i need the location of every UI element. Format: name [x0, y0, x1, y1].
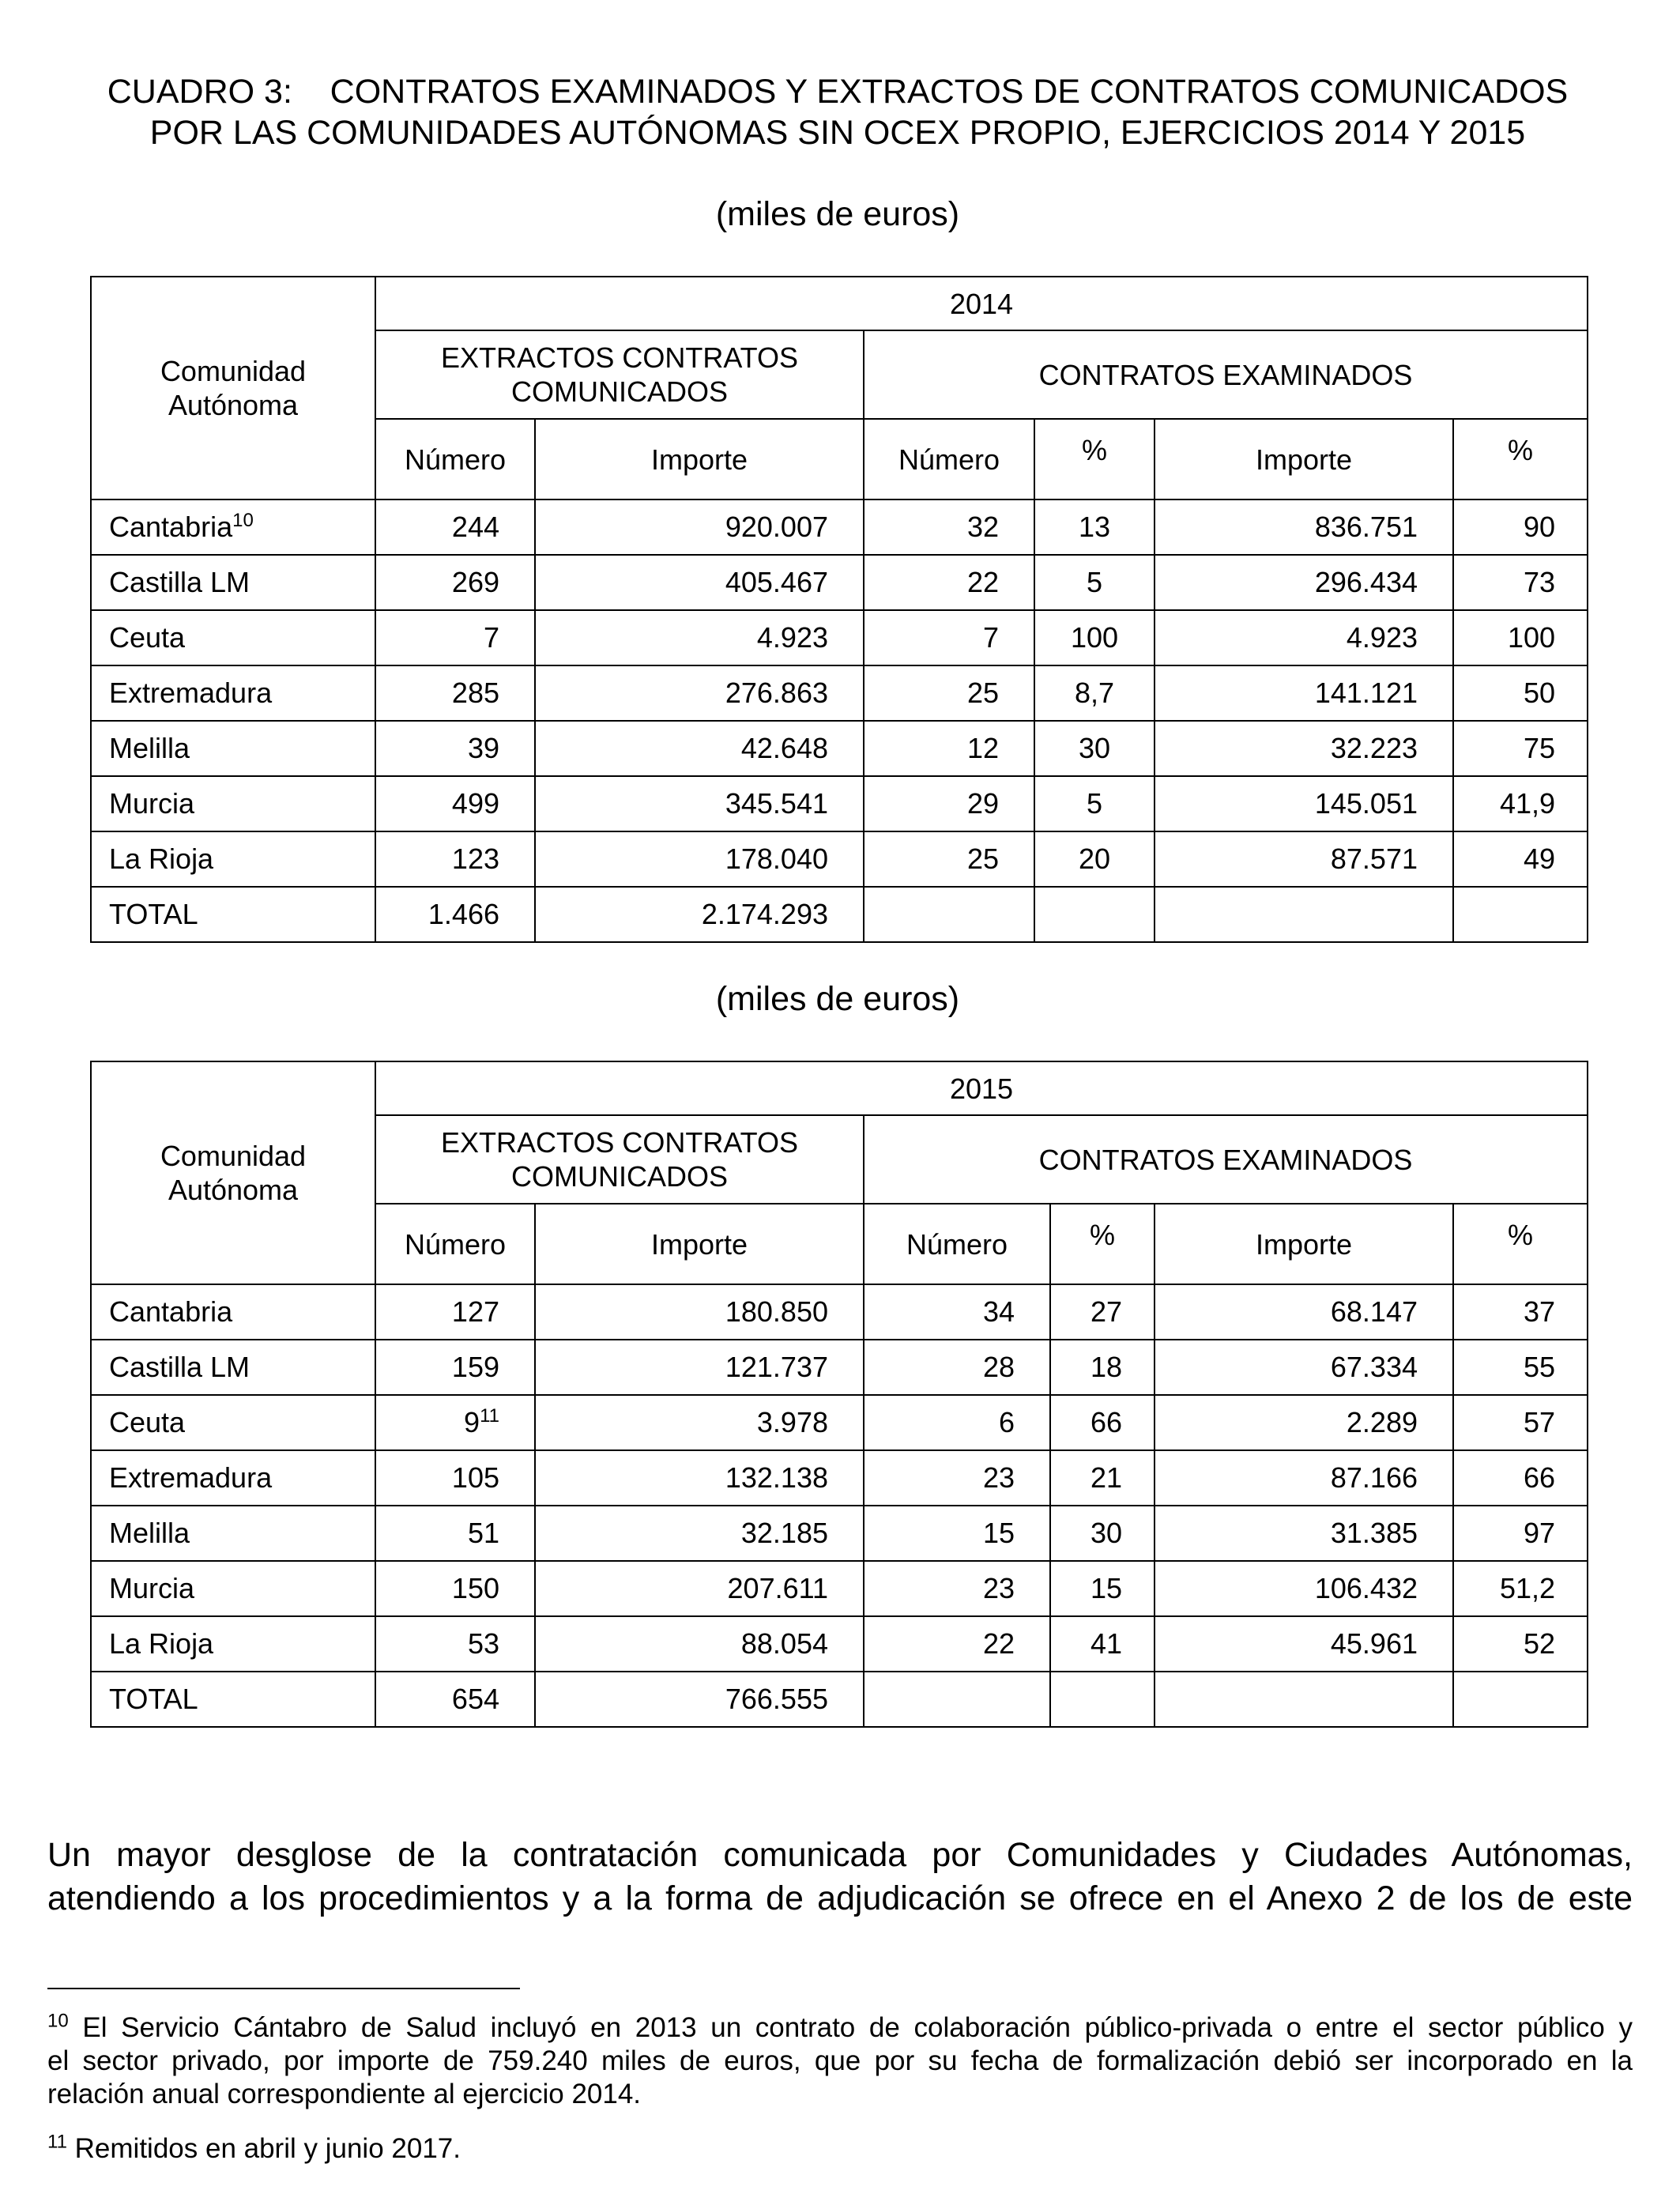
cell-numero-text: 150 — [451, 1572, 499, 1604]
paragraph-line-1: Un mayor desglose de la contratación comunicada por Comunidades y Ciudades Autónomas, — [47, 1836, 1633, 1874]
cell-numero — [375, 1395, 535, 1450]
cell-examinados-numero: 32 — [864, 499, 1034, 555]
cell-importe: 32.185 — [535, 1506, 864, 1561]
empty-cell — [1034, 887, 1155, 942]
header-examinados-numero: Número — [864, 1204, 1050, 1284]
cell-examinados-numero: 22 — [864, 555, 1034, 610]
empty-cell — [1453, 1672, 1588, 1727]
cell-examinados-importe: 2.289 — [1155, 1395, 1453, 1450]
footnote-11 — [47, 2132, 1633, 2166]
cell-numero-text: 105 — [451, 1461, 499, 1494]
paragraph-line-2: atendiendo a los procedimientos y a la forma de adjudicación se ofrece en el Anexo 2 de los de este — [47, 1879, 1633, 1917]
cell-examinados-numero: 22 — [864, 1616, 1050, 1672]
total-importe: 766.555 — [535, 1672, 864, 1727]
header-examinados: CONTRATOS EXAMINADOS — [864, 330, 1588, 419]
cell-importe: 345.541 — [535, 776, 864, 831]
cell-numero-text: 53 — [467, 1627, 499, 1660]
cell-numero — [375, 721, 535, 776]
row-name-text: Ceuta — [109, 1406, 186, 1438]
row-name-text: Murcia — [109, 1572, 195, 1604]
table-2015 — [90, 1061, 1588, 1728]
cell-numero — [375, 1450, 535, 1506]
cell-importe-pct: 90 — [1453, 499, 1588, 555]
table-2014 — [90, 276, 1588, 943]
cell-numero-pct: 15 — [1050, 1561, 1155, 1616]
cell-importe: 121.737 — [535, 1340, 864, 1395]
unit-label-2015: (miles de euros) — [715, 980, 960, 1018]
cell-numero-pct: 30 — [1034, 721, 1155, 776]
cell-numero-pct: 8,7 — [1034, 665, 1155, 721]
header-importe: Importe — [535, 419, 864, 499]
cell-numero — [375, 831, 535, 887]
cell-numero-pct: 30 — [1050, 1506, 1155, 1561]
header-importe-pct: % — [1453, 419, 1588, 499]
table-row — [91, 1450, 1588, 1506]
header-numero-pct: % — [1050, 1204, 1155, 1284]
header-importe-pct: % — [1453, 1204, 1588, 1284]
footnote-text-line-3: relación anual correspondiente al ejercicio 2014. — [47, 2079, 642, 2109]
cell-examinados-importe: 836.751 — [1155, 499, 1453, 555]
table-row — [91, 1506, 1588, 1561]
cell-numero — [375, 665, 535, 721]
cell-importe: 405.467 — [535, 555, 864, 610]
total-row — [91, 1672, 1588, 1727]
row-name — [91, 1284, 375, 1340]
footnote-text-line-2: el sector privado, por importe de 759.240 miles de euros, que por su fecha de formalización debió ser incorporado en la — [47, 2045, 1633, 2076]
footnote-text: Remitidos en abril y junio 2017. — [66, 2133, 461, 2164]
empty-cell — [864, 887, 1034, 942]
row-name-text: Melilla — [109, 1517, 190, 1549]
cell-examinados-numero: 12 — [864, 721, 1034, 776]
cell-numero — [375, 610, 535, 665]
cell-numero-text: 7 — [483, 621, 499, 654]
row-name — [91, 1450, 375, 1506]
cell-examinados-importe: 4.923 — [1155, 610, 1453, 665]
cell-examinados-importe: 45.961 — [1155, 1616, 1453, 1672]
header-examinados-importe: Importe — [1155, 1204, 1453, 1284]
table-row — [91, 610, 1588, 665]
header-extractos: EXTRACTOS CONTRATOS COMUNICADOS — [375, 330, 864, 419]
table-row — [91, 555, 1588, 610]
header-examinados-numero: Número — [864, 419, 1034, 499]
header-year: 2014 — [375, 277, 1588, 330]
table-row — [91, 831, 1588, 887]
cell-numero-text: 51 — [467, 1517, 499, 1549]
cell-importe: 3.978 — [535, 1395, 864, 1450]
row-name — [91, 499, 375, 555]
cell-numero — [375, 776, 535, 831]
header-examinados-importe: Importe — [1155, 419, 1453, 499]
title-line-1: CUADRO 3: CONTRATOS EXAMINADOS Y EXTRACTOS DE CONTRATOS COMUNICADOS — [107, 73, 1569, 111]
cell-numero-pct: 18 — [1050, 1340, 1155, 1395]
row-name-text: Melilla — [109, 732, 190, 764]
cell-examinados-importe: 67.334 — [1155, 1340, 1453, 1395]
cell-numero — [375, 1506, 535, 1561]
total-numero: 1.466 — [375, 887, 535, 942]
row-name-text: Castilla LM — [109, 1351, 250, 1383]
cell-importe-pct: 57 — [1453, 1395, 1588, 1450]
header-importe: Importe — [535, 1204, 864, 1284]
header-numero-pct: % — [1034, 419, 1155, 499]
footnote-text-line-1: El Servicio Cántabro de Salud incluyó en 2013 un contrato de colaboración público-privada o entre el sector público y — [68, 2012, 1633, 2043]
cell-importe-pct: 51,2 — [1453, 1561, 1588, 1616]
footnote-mark: 11 — [47, 2131, 67, 2153]
cell-numero-text: 39 — [467, 732, 499, 764]
row-name — [91, 831, 375, 887]
header-numero: Número — [375, 419, 535, 499]
cell-numero-text: 127 — [451, 1295, 499, 1328]
header-numero: Número — [375, 1204, 535, 1284]
table-row — [91, 1284, 1588, 1340]
header-extractos: EXTRACTOS CONTRATOS COMUNICADOS — [375, 1115, 864, 1204]
row-name — [91, 1395, 375, 1450]
cell-importe: 276.863 — [535, 665, 864, 721]
footnote-10 — [47, 2011, 1633, 2111]
cell-importe-pct: 97 — [1453, 1506, 1588, 1561]
row-name-text: Castilla LM — [109, 566, 250, 598]
cell-numero-text: 269 — [451, 566, 499, 598]
header-comunidad: Comunidad Autónoma — [91, 277, 375, 499]
cell-numero-pct: 100 — [1034, 610, 1155, 665]
cell-numero — [375, 1561, 535, 1616]
table-row — [91, 1616, 1588, 1672]
table-row — [91, 665, 1588, 721]
cell-importe-pct: 55 — [1453, 1340, 1588, 1395]
cell-examinados-numero: 25 — [864, 665, 1034, 721]
header-year: 2015 — [375, 1061, 1588, 1115]
cell-examinados-importe: 68.147 — [1155, 1284, 1453, 1340]
total-row — [91, 887, 1588, 942]
cell-numero — [375, 499, 535, 555]
cell-importe-pct: 73 — [1453, 555, 1588, 610]
cell-examinados-importe: 145.051 — [1155, 776, 1453, 831]
cell-numero-pct: 21 — [1050, 1450, 1155, 1506]
cell-importe: 4.923 — [535, 610, 864, 665]
total-label: TOTAL — [91, 887, 375, 942]
unit-label-2014: (miles de euros) — [715, 195, 960, 233]
cell-numero — [375, 1284, 535, 1340]
table-row — [91, 721, 1588, 776]
cell-importe-pct: 100 — [1453, 610, 1588, 665]
total-importe: 2.174.293 — [535, 887, 864, 942]
row-name — [91, 1506, 375, 1561]
cell-numero-pct: 41 — [1050, 1616, 1155, 1672]
row-name — [91, 721, 375, 776]
footnote-separator — [47, 1988, 520, 1989]
cell-importe: 88.054 — [535, 1616, 864, 1672]
footnote-ref: 11 — [480, 1405, 499, 1427]
empty-cell — [1050, 1672, 1155, 1727]
table-row — [91, 776, 1588, 831]
cell-importe: 178.040 — [535, 831, 864, 887]
table-row — [91, 1340, 1588, 1395]
cell-numero-text: 123 — [451, 843, 499, 875]
cell-examinados-numero: 23 — [864, 1561, 1050, 1616]
cell-examinados-importe: 87.571 — [1155, 831, 1453, 887]
row-name-text: Ceuta — [109, 621, 186, 654]
cell-numero-pct: 27 — [1050, 1284, 1155, 1340]
cell-examinados-numero: 28 — [864, 1340, 1050, 1395]
cell-importe: 920.007 — [535, 499, 864, 555]
cell-importe-pct: 50 — [1453, 665, 1588, 721]
empty-cell — [864, 1672, 1050, 1727]
row-name — [91, 555, 375, 610]
row-name — [91, 665, 375, 721]
cell-examinados-importe: 87.166 — [1155, 1450, 1453, 1506]
cell-numero — [375, 555, 535, 610]
empty-cell — [1155, 887, 1453, 942]
cell-importe-pct: 41,9 — [1453, 776, 1588, 831]
row-name-text: Cantabria — [109, 1295, 233, 1328]
title-line-2: POR LAS COMUNIDADES AUTÓNOMAS SIN OCEX PROPIO, EJERCICIOS 2014 Y 2015 — [149, 114, 1526, 152]
empty-cell — [1155, 1672, 1453, 1727]
empty-cell — [1453, 887, 1588, 942]
cell-numero-text: 499 — [451, 787, 499, 820]
cell-numero — [375, 1616, 535, 1672]
cell-examinados-numero: 29 — [864, 776, 1034, 831]
table-title — [47, 71, 1628, 153]
cell-examinados-numero: 23 — [864, 1450, 1050, 1506]
row-name — [91, 1340, 375, 1395]
cell-importe-pct: 75 — [1453, 721, 1588, 776]
table-row — [91, 1561, 1588, 1616]
cell-examinados-numero: 7 — [864, 610, 1034, 665]
cell-examinados-numero: 34 — [864, 1284, 1050, 1340]
cell-numero-text: 9 — [464, 1406, 480, 1438]
cell-importe-pct: 66 — [1453, 1450, 1588, 1506]
total-label: TOTAL — [91, 1672, 375, 1727]
total-numero: 654 — [375, 1672, 535, 1727]
cell-importe-pct: 49 — [1453, 831, 1588, 887]
cell-numero-pct: 66 — [1050, 1395, 1155, 1450]
footnote-ref: 10 — [232, 510, 254, 531]
header-comunidad: Comunidad Autónoma — [91, 1061, 375, 1284]
cell-examinados-numero: 25 — [864, 831, 1034, 887]
body-paragraph — [47, 1834, 1633, 1921]
cell-examinados-numero: 15 — [864, 1506, 1050, 1561]
cell-numero-pct: 20 — [1034, 831, 1155, 887]
row-name-text: La Rioja — [109, 843, 214, 875]
row-name-text: Extremadura — [109, 1461, 273, 1494]
cell-importe-pct: 52 — [1453, 1616, 1588, 1672]
cell-importe: 207.611 — [535, 1561, 864, 1616]
row-name — [91, 1616, 375, 1672]
row-name — [91, 610, 375, 665]
cell-numero-text: 159 — [451, 1351, 499, 1383]
cell-importe: 132.138 — [535, 1450, 864, 1506]
row-name — [91, 776, 375, 831]
cell-numero — [375, 1340, 535, 1395]
cell-examinados-numero: 6 — [864, 1395, 1050, 1450]
cell-importe: 180.850 — [535, 1284, 864, 1340]
cell-numero-text: 244 — [451, 511, 499, 543]
cell-importe: 42.648 — [535, 721, 864, 776]
cell-numero-pct: 13 — [1034, 499, 1155, 555]
cell-examinados-importe: 296.434 — [1155, 555, 1453, 610]
cell-importe-pct: 37 — [1453, 1284, 1588, 1340]
row-name-text: La Rioja — [109, 1627, 214, 1660]
cell-examinados-importe: 106.432 — [1155, 1561, 1453, 1616]
row-name-text: Extremadura — [109, 677, 273, 709]
row-name — [91, 1561, 375, 1616]
cell-examinados-importe: 141.121 — [1155, 665, 1453, 721]
footnote-mark: 10 — [47, 2010, 69, 2032]
cell-examinados-importe: 31.385 — [1155, 1506, 1453, 1561]
cell-numero-text: 285 — [451, 677, 499, 709]
cell-examinados-importe: 32.223 — [1155, 721, 1453, 776]
cell-numero-pct: 5 — [1034, 776, 1155, 831]
row-name-text: Murcia — [109, 787, 195, 820]
row-name-text: Cantabria — [109, 511, 233, 543]
cell-numero-pct: 5 — [1034, 555, 1155, 610]
header-examinados: CONTRATOS EXAMINADOS — [864, 1115, 1588, 1204]
table-row — [91, 499, 1588, 555]
table-row — [91, 1395, 1588, 1450]
